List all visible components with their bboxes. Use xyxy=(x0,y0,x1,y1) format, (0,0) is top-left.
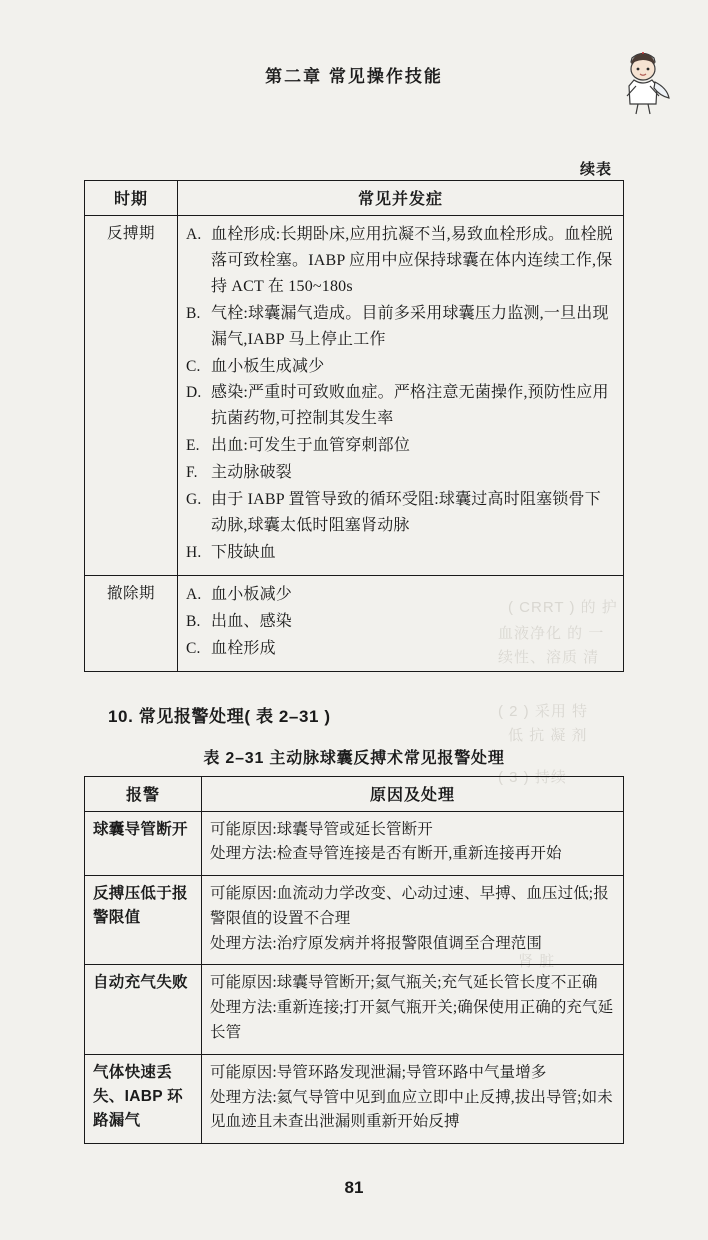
item-label: G. xyxy=(186,491,202,509)
phase-cell: 反搏期 xyxy=(85,216,178,576)
cause-handling-cell xyxy=(202,965,624,1054)
list-item xyxy=(186,460,615,486)
list-item xyxy=(186,540,615,566)
list-item xyxy=(186,433,615,459)
item-text: 血小板生成减少 xyxy=(211,357,325,375)
table-header-row xyxy=(85,181,624,216)
item-text: 主动脉破裂 xyxy=(211,464,293,482)
ghost-mark: ( 2 ) 采用 特 xyxy=(498,703,589,720)
cause-text: 可能原因:球囊导管或延长管断开 xyxy=(210,820,433,838)
list-item xyxy=(186,301,615,353)
ghost-mark: 低 抗 凝 剂 xyxy=(508,727,588,744)
cause-handling-cell xyxy=(202,811,624,876)
alarm-handling-table xyxy=(84,776,624,1145)
item-label: B. xyxy=(186,304,201,322)
ghost-mark: 肾 脏 xyxy=(518,953,556,970)
alarm-name-cell: 反搏压低于报警限值 xyxy=(85,876,202,965)
item-text: 血栓形成 xyxy=(211,639,276,657)
item-text: 感染:严重时可致败血症。严格注意无菌操作,预防性应用抗菌药物,可控制其发生率 xyxy=(211,384,609,428)
item-text: 由于 IABP 置管导致的循环受阻:球囊过高时阻塞锁骨下动脉,球囊太低时阻塞肾动脉 xyxy=(211,491,601,534)
item-text: 出血:可发生于血管穿刺部位 xyxy=(211,437,411,455)
list-item xyxy=(186,487,615,539)
item-text: 下肢缺血 xyxy=(211,543,276,561)
complications-table xyxy=(84,180,624,672)
item-label: C. xyxy=(186,639,201,657)
item-label: C. xyxy=(186,357,201,375)
table-row xyxy=(85,876,624,965)
handling-text: 处理方法:重新连接;打开氦气瓶开关;确保使用正确的充气延长管 xyxy=(210,999,614,1042)
cause-handling-cell xyxy=(202,1054,624,1143)
list-item xyxy=(186,636,615,662)
ghost-mark: 续性、溶质 清 xyxy=(498,649,600,666)
cause-text: 可能原因:血流动力学改变、心动过速、早搏、血压过低;报警限值的设置不合理 xyxy=(210,885,609,927)
alarm-name-cell: 气体快速丢失、IABP 环路漏气 xyxy=(85,1054,202,1143)
list-item xyxy=(186,582,615,608)
section-heading: 10. 常见报警处理( 表 2–31 ) xyxy=(108,706,331,726)
list-item xyxy=(186,354,615,380)
list-item xyxy=(186,380,615,432)
list-item xyxy=(186,609,615,635)
page-number: 81 xyxy=(344,1178,364,1197)
page-content xyxy=(84,180,624,1144)
cause-text: 可能原因:球囊导管断开;氦气瓶关;充气延长管长度不正确 xyxy=(210,974,598,992)
cause-handling-cell xyxy=(202,876,624,965)
table-header-row xyxy=(85,776,624,811)
item-label: A. xyxy=(186,585,202,603)
complications-cell xyxy=(178,216,624,576)
list-item xyxy=(186,222,615,300)
nurse-mascot-icon xyxy=(614,42,672,116)
chapter-title: 第二章 常见操作技能 xyxy=(265,67,443,86)
column-header-complications: 常见并发症 xyxy=(178,181,624,216)
complication-list xyxy=(186,582,615,662)
handling-text: 处理方法:氦气导管中见到血应立即中止反搏,拔出导管;如未见血迹且未查出泄漏则重新开始反搏 xyxy=(210,1088,613,1131)
column-header-alarm: 报警 xyxy=(85,776,202,811)
alarm-name-cell: 自动充气失败 xyxy=(85,965,202,1054)
alarm-name-cell: 球囊导管断开 xyxy=(85,811,202,876)
item-label: D. xyxy=(186,384,202,402)
continued-table-label: 续表 xyxy=(579,161,612,178)
table-row xyxy=(85,965,624,1054)
ghost-mark: 血液净化 的 一 xyxy=(498,625,605,642)
item-text: 气栓:球囊漏气造成。目前多采用球囊压力监测,一旦出现漏气,IABP 马上停止工作 xyxy=(211,304,609,348)
table-row xyxy=(85,811,624,876)
table-row xyxy=(85,216,624,576)
item-label: E. xyxy=(186,437,200,455)
table-row xyxy=(85,575,624,671)
item-text: 出血、感染 xyxy=(211,612,293,630)
table-caption: 表 2–31 主动脉球囊反搏术常见报警处理 xyxy=(203,749,505,767)
ghost-mark: ( CRRT ) 的 护 xyxy=(508,599,618,616)
item-text: 血栓形成:长期卧床,应用抗凝不当,易致血栓形成。血栓脱落可致栓塞。IABP 应用中应保持球囊在体内连续工作,保持 ACT 在 150~180s xyxy=(211,226,613,295)
handling-text: 处理方法:检查导管连接是否有断开,重新连接再开始 xyxy=(210,845,562,863)
item-text: 血小板减少 xyxy=(211,585,293,603)
column-header-phase: 时期 xyxy=(85,181,178,216)
table-row xyxy=(85,1054,624,1143)
complications-cell xyxy=(178,575,624,671)
item-label: B. xyxy=(186,612,201,630)
complication-list xyxy=(186,222,615,566)
running-header xyxy=(0,62,708,87)
handling-text: 处理方法:治疗原发病并将报警限值调至合理范围 xyxy=(210,934,543,952)
item-label: A. xyxy=(186,226,202,243)
column-header-cause-handling: 原因及处理 xyxy=(202,776,624,811)
ghost-mark: ( 3 ) 持续 xyxy=(498,769,567,786)
phase-cell: 撤除期 xyxy=(85,575,178,671)
item-label: H. xyxy=(186,543,202,561)
cause-text: 可能原因:导管环路发现泄漏;导管环路中气量增多 xyxy=(210,1063,547,1081)
item-label: F. xyxy=(186,464,198,482)
